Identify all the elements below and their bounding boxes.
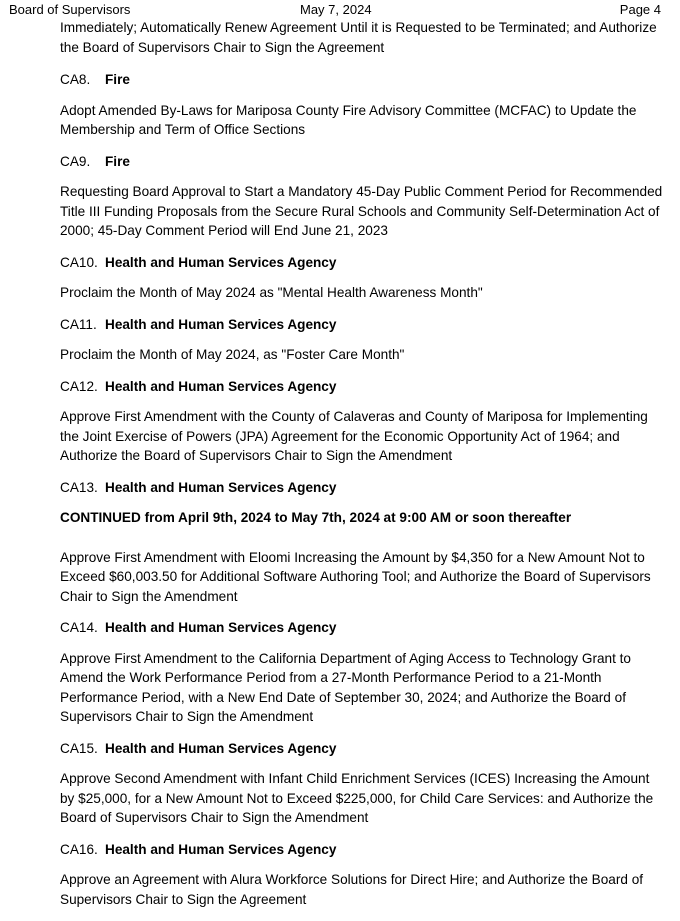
agenda-item-number: CA8. bbox=[60, 72, 91, 87]
agenda-item-department: Health and Human Services Agency bbox=[105, 620, 337, 635]
agenda-item-heading bbox=[60, 152, 665, 172]
agenda-item-note: CONTINUED from April 9th, 2024 to May 7th, 2024 at 9:00 AM or soon thereafter bbox=[60, 510, 572, 525]
agenda-item-heading bbox=[60, 315, 665, 335]
agenda-item-department: Fire bbox=[105, 153, 130, 169]
agenda-content bbox=[60, 18, 665, 921]
agenda-item-department: Health and Human Services Agency bbox=[105, 378, 337, 394]
agenda-item-number: CA9. bbox=[60, 153, 91, 169]
agenda-item-description: Proclaim the Month of May 2024 as "Mental Health Awareness Month" bbox=[60, 285, 483, 300]
agenda-item-description: Approve First Amendment to the California Department of Aging Access to Technology Grant to Amend the Work Performance Period from a 27-Month Performance Period to a 21-Month Performance Period, with a New End Date of September 30, 2024; and Authorize the Board of Supervisors Chair to Sign the Amendment bbox=[60, 650, 631, 724]
continued-item-text: Immediately; Automatically Renew Agreement Until it is Requested to be Terminated; and Authorize the Board of Supervisors Chair to Sign the Agreement bbox=[60, 20, 657, 55]
consent-agenda-items bbox=[60, 70, 665, 909]
header-page-number: Page 4 bbox=[619, 2, 661, 17]
agenda-item-description: Proclaim the Month of May 2024, as "Foster Care Month" bbox=[60, 347, 405, 362]
agenda-item-number: CA15. bbox=[60, 740, 98, 756]
agenda-item bbox=[60, 618, 665, 727]
agenda-item-heading bbox=[60, 478, 665, 498]
agenda-item bbox=[60, 315, 665, 365]
agenda-item-description: Approve an Agreement with Alura Workforce Solutions for Direct Hire; and Authorize the Board of Supervisors Chair to Sign the Agreement bbox=[60, 872, 644, 907]
agenda-item-description: Requesting Board Approval to Start a Mandatory 45-Day Public Comment Period for Recommended Title III Funding Proposals from the Secure Rural Schools and Community Self-Determination Act of 2000; 45-Day Comment Period will End June 21, 2023 bbox=[60, 184, 663, 238]
agenda-item bbox=[60, 478, 665, 607]
agenda-item-heading bbox=[60, 70, 665, 90]
agenda-item bbox=[60, 152, 665, 241]
agenda-item bbox=[60, 739, 665, 828]
agenda-item bbox=[60, 377, 665, 466]
header-meeting-date: May 7, 2024 bbox=[300, 2, 372, 17]
agenda-item-number: CA14. bbox=[60, 620, 98, 635]
agenda-item-number: CA12. bbox=[60, 378, 98, 394]
agenda-item-heading bbox=[60, 739, 665, 759]
agenda-item-department: Health and Human Services Agency bbox=[105, 479, 337, 495]
agenda-item-heading bbox=[60, 377, 665, 397]
agenda-item-number: CA16. bbox=[60, 841, 98, 857]
agenda-item-description: Approve First Amendment with the County of Calaveras and County of Mariposa for Implementing the Joint Exercise of Powers (JPA) Agreement for the Economic Opportunity Act of 1964; and Authorize the Board of Supervisors Chair to Sign the Amendment bbox=[60, 409, 648, 463]
agenda-item-number: CA10. bbox=[60, 254, 98, 270]
agenda-item-description: Adopt Amended By-Laws for Mariposa County Fire Advisory Committee (MCFAC) to Update the Membership and Term of Office Sections bbox=[60, 102, 637, 137]
agenda-item-department: Health and Human Services Agency bbox=[105, 254, 337, 270]
agenda-item-department: Health and Human Services Agency bbox=[105, 841, 337, 857]
agenda-item-description: Approve Second Amendment with Infant Child Enrichment Services (ICES) Increasing the Amount by $25,000, for a New Amount Not to Exceed $225,000, for Child Care Services: and Authorize the Board of Supervisors Chair to Sign the Amendment bbox=[60, 771, 654, 825]
agenda-item-heading bbox=[60, 253, 665, 273]
agenda-item-heading bbox=[60, 618, 665, 638]
agenda-item-number: CA13. bbox=[60, 479, 98, 495]
agenda-item-heading bbox=[60, 840, 665, 860]
agenda-item bbox=[60, 253, 665, 303]
agenda-item-number: CA11. bbox=[60, 316, 97, 332]
agenda-item-department: Health and Human Services Agency bbox=[105, 316, 337, 332]
agenda-item-description: Approve First Amendment with Eloomi Increasing the Amount by $4,350 for a New Amount Not to Exceed $60,003.50 for Additional Software Authoring Tool; and Authorize the Board of Supervisors Chair to Sign the Amendment bbox=[60, 549, 651, 604]
agenda-item-department: Health and Human Services Agency bbox=[105, 740, 337, 756]
agenda-item-department: Fire bbox=[105, 72, 130, 87]
header-board-name: Board of Supervisors bbox=[9, 2, 131, 17]
page-header bbox=[0, 0, 680, 18]
agenda-item bbox=[60, 70, 665, 140]
agenda-item bbox=[60, 840, 665, 910]
